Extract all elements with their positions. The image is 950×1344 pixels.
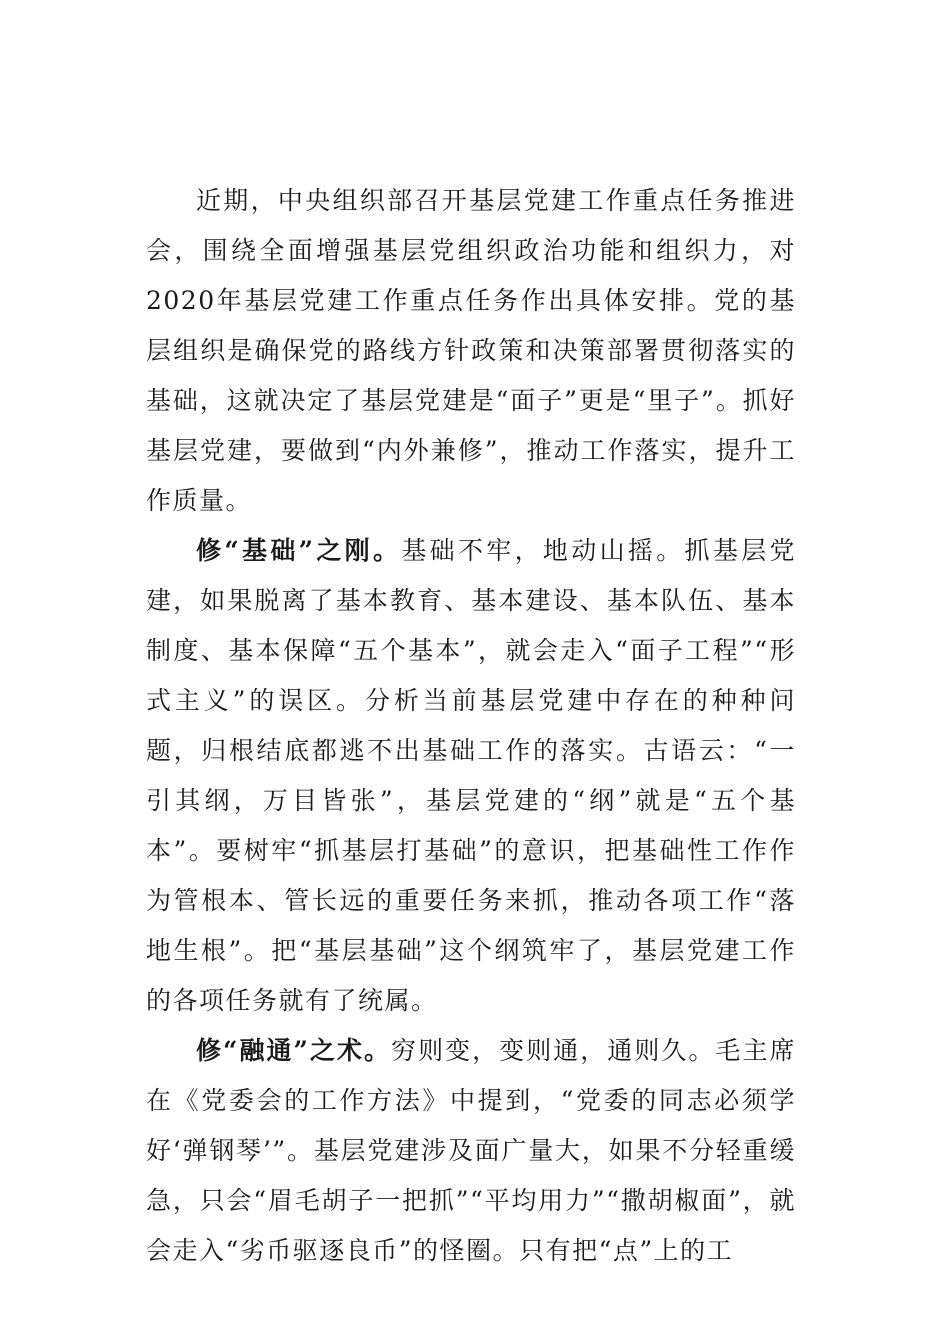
paragraph-intro (146, 176, 796, 526)
paragraph-intro-text: 近期，中央组织部召开基层党建工作重点任务推进会，围绕全面增强基层党组织政治功能和组织力，对2020年基层党建工作重点任务作出具体安排。党的基层组织是确保党的路线方针政策和决策部署贯彻落实的基础，这就决定了基层党建是“面子”更是“里子”。抓好基层党建，要做到“内外兼修”，推动工作落实，提升工作质量。 (146, 186, 797, 515)
paragraph-integration-text: 穷则变，变则通，通则久。毛主席在《党委会的工作方法》中提到，“党委的同志必须学好‘弹钢琴’”。基层党建涉及面广量大，如果不分轻重缓急，只会“眉毛胡子一把抓”“平均用力”“撒胡椒面”，就会走入“劣币驱逐良币”的怪圈。只有把“点”上的工 (146, 1036, 796, 1265)
body-text (146, 176, 796, 1276)
paragraph-integration-lead: 修“融通”之术。 (196, 1036, 392, 1065)
paragraph-foundation (146, 526, 796, 1026)
paragraph-integration (146, 1026, 796, 1276)
paragraph-foundation-lead: 修“基础”之刚。 (196, 536, 402, 565)
paragraph-foundation-text: 基础不牢，地动山摇。抓基层党建，如果脱离了基本教育、基本建设、基本队伍、基本制度、基本保障“五个基本”，就会走入“面子工程”“形式主义”的误区。分析当前基层党建中存在的种种问题，归根结底都逃不出基础工作的落实。古语云：“一引其纲，万目皆张”，基层党建的“纲”就是“五个基本”。要树牢“抓基层打基础”的意识，把基础性工作作为管根本、管长远的重要任务来抓，推动各项工作“落地生根”。把“基层基础”这个纲筑牢了，基层党建工作的各项任务就有了统属。 (146, 536, 796, 1015)
